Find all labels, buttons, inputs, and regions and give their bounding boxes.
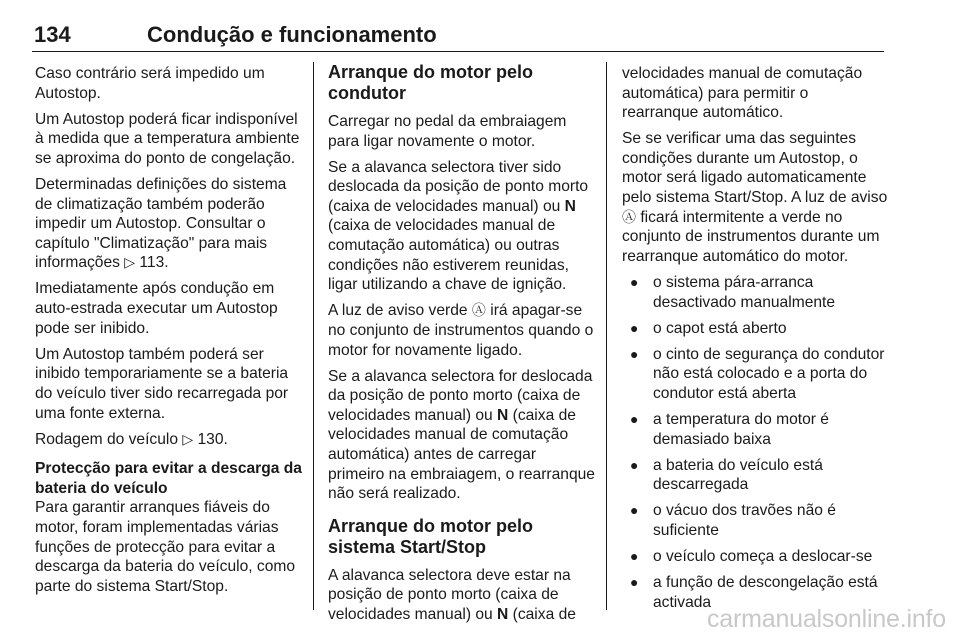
paragraph-text: A alavanca selectora deve estar na posição de ponto morto (caixa de velocidades manual) ou [328, 566, 571, 623]
paragraph-text: irá apagar-se no conjunto de instrumentos quando o motor for novamente ligado. [328, 302, 594, 359]
page-reference-icon: ▷ [124, 254, 136, 271]
paragraph: Carregar no pedal da embraiagem para ligar novamente o motor. [328, 113, 567, 150]
paragraph: Um Autostop também poderá ser inibido temporariamente se a bateria do veículo tiver sido recarregada por uma fonte externa. [35, 345, 289, 422]
paragraph: Caso contrário será impedido um Autostop. [35, 65, 265, 102]
paragraph-text: A luz de aviso verde [328, 302, 472, 320]
bullet-icon: ● [630, 574, 639, 591]
page-number: 134 [34, 22, 71, 47]
paragraph [35, 175, 305, 273]
gear-n-label: N [497, 605, 509, 623]
list-item [622, 319, 888, 339]
column-divider [313, 62, 314, 610]
paragraph [328, 367, 596, 504]
list-item-text: a temperatura do motor é demasiado baixa [653, 411, 829, 448]
page-header [32, 22, 884, 52]
cross-reference-link[interactable]: 113. [139, 254, 169, 272]
column-3 [622, 64, 888, 619]
paragraph-text: Se se verificar uma das seguintes condições durante um Autostop, o motor será ligado automaticamente pelo sistema Start/Stop. A luz de aviso [622, 130, 888, 207]
bullet-icon: ● [630, 548, 639, 565]
paragraph [328, 566, 596, 625]
list-item [622, 501, 888, 540]
section-heading: Arranque do motor pelo sistema Start/Stop [328, 515, 534, 557]
list-item-text: o sistema pára-arranca desactivado manualmente [653, 273, 836, 311]
bullet-icon: ● [630, 345, 639, 362]
column-1 [35, 64, 305, 603]
list-item-text: o cinto de segurança do condutor não está colocado e a porta do condutor está aberta [653, 345, 885, 402]
paragraph: Imediatamente após condução em auto-estrada executar um Autostop pode ser inibido. [35, 280, 278, 337]
bullet-icon: ● [630, 411, 639, 427]
section-heading: Arranque do motor pelo condutor [328, 62, 534, 103]
bullet-icon: ● [630, 456, 639, 473]
bullet-icon: ● [630, 502, 639, 519]
paragraph-text: (caixa de [508, 605, 576, 623]
list-item-text: a função de descongelação está activada [653, 574, 878, 611]
paragraph-text: Rodagem do veículo [35, 430, 183, 448]
paragraph-text: Determinadas definições do sistema de climatização também poderão impedir um Autostop. Consultar o capítulo "Climatização" para mais informações [35, 175, 287, 272]
paragraph [328, 301, 596, 360]
paragraph-text: ficará intermitente a verde no conjunto de instrumentos durante um rearranque automático do motor. [622, 208, 880, 265]
subheading: Protecção para evitar a descarga da bateria do veículo [35, 460, 302, 497]
list-item [622, 273, 888, 312]
bullet-icon: ● [630, 319, 639, 336]
list-item [622, 547, 888, 567]
list-item-text: a bateria do veículo está descarregada [653, 456, 823, 494]
gear-n-label: N [497, 406, 509, 424]
condition-list [622, 273, 888, 612]
bullet-icon: ● [630, 273, 639, 290]
paragraph: velocidades manual de comutação automática) para permitir o rearranque automático. [622, 65, 863, 122]
paragraph-text: Se a alavanca selectora for deslocada da posição de ponto morto (caixa de velocidades manual) ou [328, 367, 593, 424]
list-item [622, 410, 888, 449]
list-item [622, 456, 888, 495]
watermark: carmanualsonline.info [706, 605, 946, 633]
paragraph-text: Se a alavanca selectora tiver sido deslocada da posição de ponto morto (caixa de velocidades manual) ou [328, 158, 589, 215]
paragraph [328, 158, 596, 295]
list-item-text: o vácuo dos travões não é suficiente [653, 502, 836, 539]
paragraph-text: (caixa de velocidades manual de comutação automática) antes de carregar primeiro na embraiagem, o rearranque não será realizado. [328, 406, 595, 503]
paragraph [35, 430, 305, 450]
list-item-text: o capot está aberto [653, 319, 787, 337]
page-reference-icon: ▷ [182, 430, 194, 447]
paragraph-text: (caixa de velocidades manual de comutação automática) ou outras condições não estiverem reunidas, ligar utilizando a chave de ignição. [328, 217, 569, 294]
gear-n-label: N [564, 197, 576, 215]
list-item-text: o veículo começa a deslocar-se [653, 548, 873, 566]
autostop-a-icon: Ⓐ [622, 208, 636, 225]
list-item [622, 345, 888, 404]
paragraph: Um Autostop poderá ficar indisponível à medida que a temperatura ambiente se aproxima do ponto de congelação. [35, 110, 300, 167]
cross-reference-link[interactable]: 130. [197, 430, 228, 448]
paragraph: Para garantir arranques fiáveis do motor, foram implementadas várias funções de protecção para evitar a descarga da bateria do veículo, como parte do sistema Start/Stop. [35, 499, 296, 595]
autostop-a-icon: Ⓐ [471, 302, 486, 319]
column-2 [328, 64, 596, 631]
column-divider [606, 62, 607, 610]
page-title: Condução e funcionamento [147, 22, 437, 47]
paragraph [622, 129, 888, 266]
